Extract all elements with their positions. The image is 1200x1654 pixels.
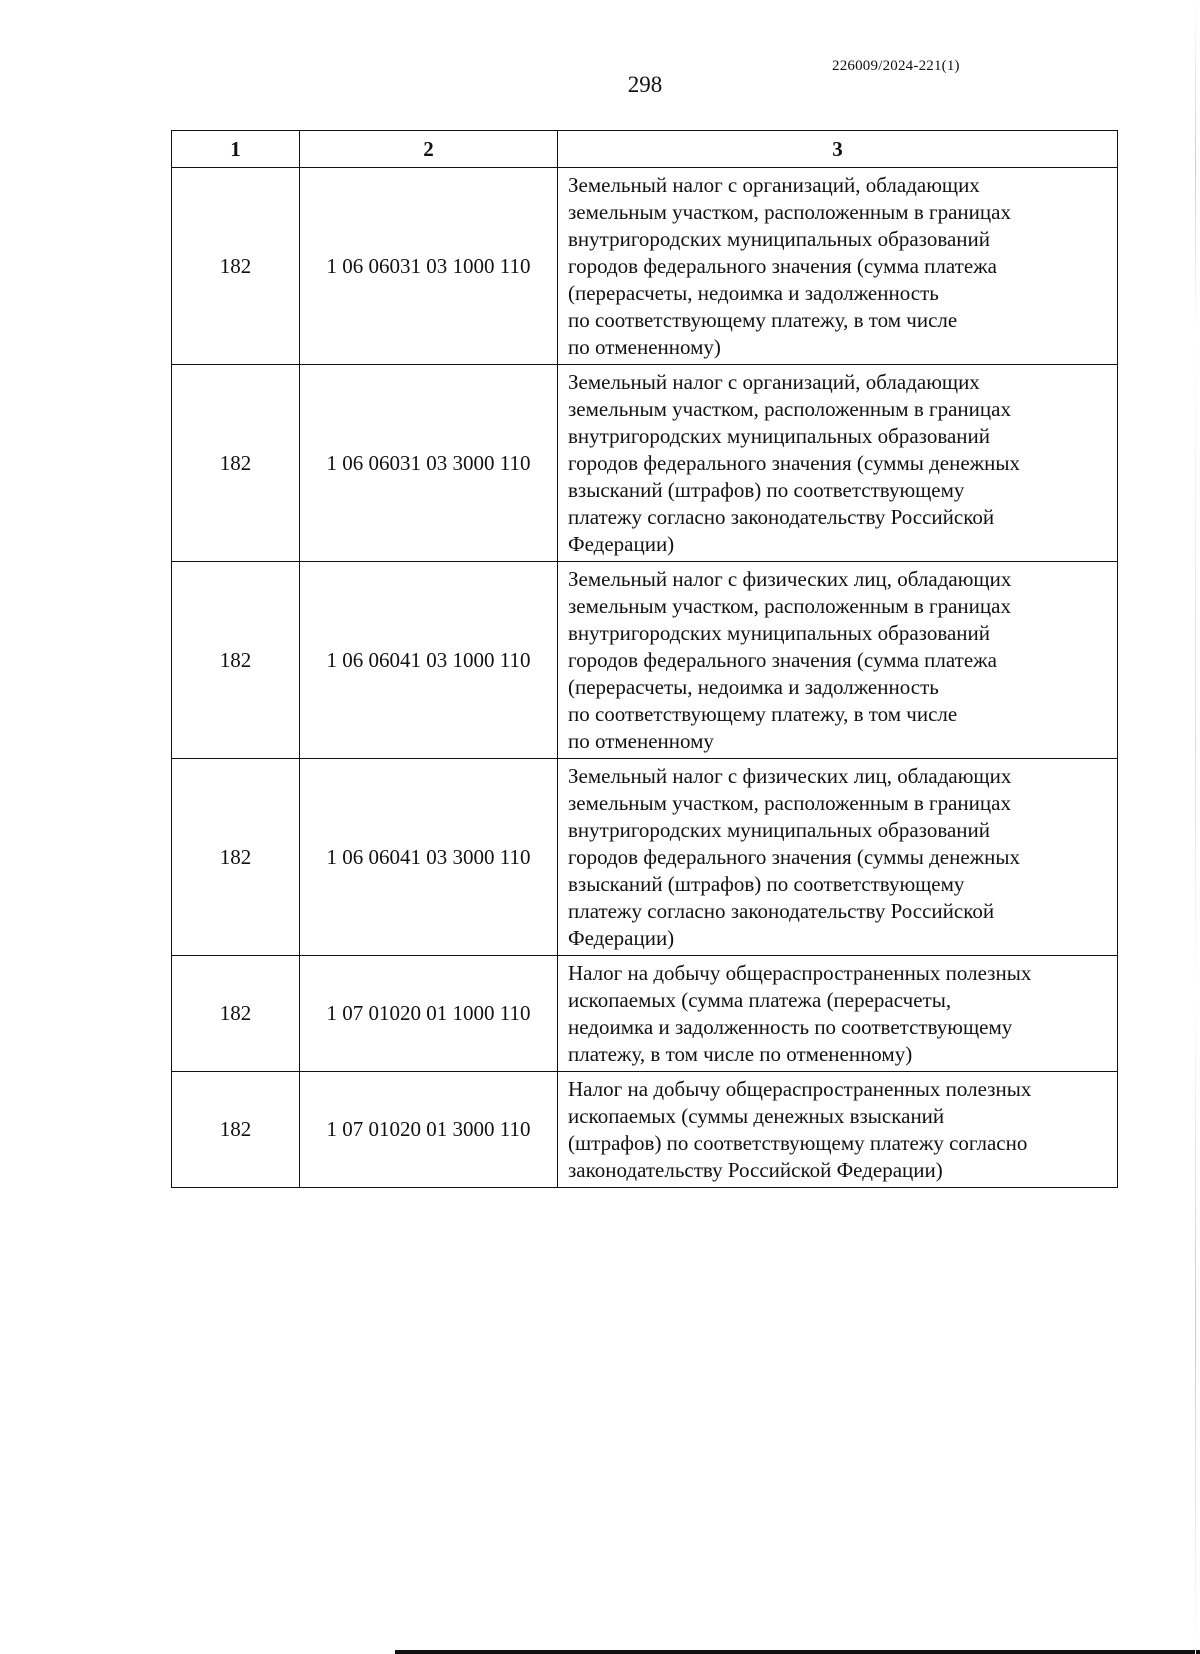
description-line: Земельный налог с физических лиц, обладающих — [568, 764, 1012, 788]
description-line: по соответствующему платежу, в том числе — [568, 308, 958, 332]
table-row — [172, 956, 1118, 1072]
description-cell — [558, 1072, 1118, 1188]
table-body — [172, 168, 1118, 1188]
description-line: городов федерального значения (суммы денежных — [568, 451, 1021, 475]
description-line: (перерасчеты, недоимка и задолженность — [568, 675, 939, 699]
description-cell — [558, 168, 1118, 365]
description-line: по отмененному) — [568, 335, 721, 359]
description-line: земельным участком, расположенным в границах — [568, 200, 1011, 224]
table-row — [172, 562, 1118, 759]
column-header-1: 1 — [172, 131, 300, 168]
description-line: земельным участком, расположенным в границах — [568, 594, 1011, 618]
table-row — [172, 1072, 1118, 1188]
description-line: городов федерального значения (суммы денежных — [568, 845, 1021, 869]
description-cell — [558, 562, 1118, 759]
admin-code-cell: 182 — [172, 365, 300, 562]
description-line: городов федерального значения (сумма платежа — [568, 254, 998, 278]
description-cell — [558, 759, 1118, 956]
kbk-code-cell: 1 07 01020 01 1000 110 — [300, 956, 558, 1072]
description-line: Земельный налог с организаций, обладающих — [568, 173, 980, 197]
column-header-2: 2 — [300, 131, 558, 168]
kbk-code-cell: 1 07 01020 01 3000 110 — [300, 1072, 558, 1188]
description-line: Федерации) — [568, 926, 675, 950]
description-line: законодательству Российской Федерации) — [568, 1158, 943, 1182]
admin-code-cell: 182 — [172, 168, 300, 365]
description-line: внутригородских муниципальных образований — [568, 424, 990, 448]
description-line: внутригородских муниципальных образований — [568, 621, 990, 645]
description-line: платежу, в том числе по отмененному) — [568, 1042, 913, 1066]
table-row — [172, 759, 1118, 956]
page-number: 298 — [627, 72, 663, 97]
description-line: внутригородских муниципальных образований — [568, 227, 990, 251]
admin-code-cell: 182 — [172, 562, 300, 759]
description-line: Налог на добычу общераспространенных полезных — [568, 1077, 1032, 1101]
description-line: ископаемых (суммы денежных взысканий — [568, 1104, 945, 1128]
description-line: взысканий (штрафов) по соответствующему — [568, 872, 965, 896]
description-line: Федерации) — [568, 532, 675, 556]
kbk-code-cell: 1 06 06031 03 1000 110 — [300, 168, 558, 365]
table-header-row — [172, 131, 1118, 168]
kbk-code-cell: 1 06 06031 03 3000 110 — [300, 365, 558, 562]
description-line: по отмененному — [568, 729, 714, 753]
description-line: земельным участком, расположенным в границах — [568, 397, 1011, 421]
description-line: Земельный налог с физических лиц, обладающих — [568, 567, 1012, 591]
description-line: платежу согласно законодательству Российской — [568, 505, 995, 529]
document-number: 226009/2024-221(1) — [832, 58, 960, 74]
income-codes-table — [171, 130, 1118, 1188]
description-line: земельным участком, расположенным в границах — [568, 791, 1011, 815]
table-row — [172, 365, 1118, 562]
description-line: Налог на добычу общераспространенных полезных — [568, 961, 1032, 985]
admin-code-cell: 182 — [172, 759, 300, 956]
description-line: по соответствующему платежу, в том числе — [568, 702, 958, 726]
description-line: взысканий (штрафов) по соответствующему — [568, 478, 965, 502]
kbk-code-cell: 1 06 06041 03 3000 110 — [300, 759, 558, 956]
scan-right-edge — [1195, 0, 1196, 1654]
column-header-3: 3 — [558, 131, 1118, 168]
description-line: городов федерального значения (сумма платежа — [568, 648, 998, 672]
table-row — [172, 168, 1118, 365]
admin-code-cell: 182 — [172, 956, 300, 1072]
description-line: платежу согласно законодательству Российской — [568, 899, 995, 923]
description-line: (штрафов) по соответствующему платежу согласно — [568, 1131, 1028, 1155]
admin-code-cell: 182 — [172, 1072, 300, 1188]
kbk-code-cell: 1 06 06041 03 1000 110 — [300, 562, 558, 759]
description-cell — [558, 956, 1118, 1072]
description-line: недоимка и задолженность по соответствующему — [568, 1015, 1013, 1039]
description-line: ископаемых (сумма платежа (перерасчеты, — [568, 988, 952, 1012]
description-line: внутригородских муниципальных образований — [568, 818, 990, 842]
description-line: Земельный налог с организаций, обладающих — [568, 370, 980, 394]
description-cell — [558, 365, 1118, 562]
description-line: (перерасчеты, недоимка и задолженность — [568, 281, 939, 305]
scan-bottom-edge — [395, 1650, 1200, 1654]
